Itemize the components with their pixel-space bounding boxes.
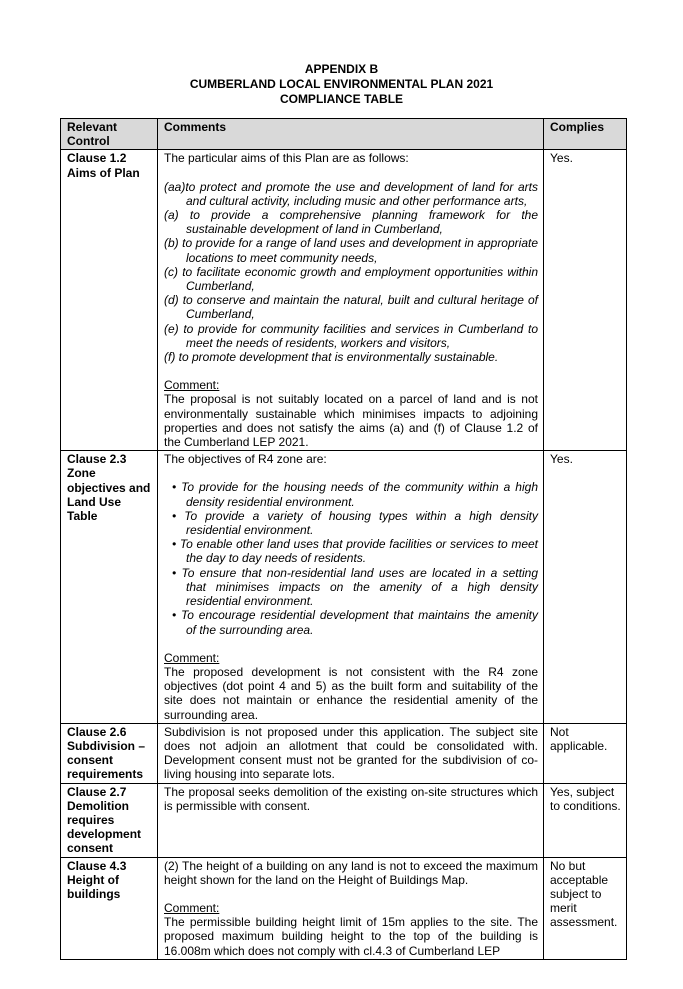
column-header-comments: Comments — [158, 119, 544, 150]
list-item: (f) to promote development that is environmentally sustainable. — [164, 350, 499, 365]
list-item: • To provide for the housing needs of the community within a high density residential environment. — [172, 480, 538, 509]
comments-cell: The proposal seeks demolition of the existing on-site structures which is permissible with consent. — [158, 783, 544, 857]
table-row — [61, 723, 627, 783]
list-item: (aa)to protect and promote the use and development of land for arts and cultural activity, including music and other performance arts, — [164, 179, 538, 208]
table-header-row — [61, 119, 627, 150]
aims-list — [164, 180, 538, 365]
comment-label: Comment: — [164, 900, 220, 915]
comments-intro: The objectives of R4 zone are: — [164, 452, 327, 467]
comment-text: The permissible building height limit of 15m applies to the site. The proposed maximum building height to the top of the building is 16.008m which does not comply with cl.4.3 of Cumberland LEP — [164, 915, 538, 958]
complies-cell: Yes. — [544, 150, 627, 451]
list-item: • To provide a variety of housing types within a high density residential environment. — [172, 508, 538, 538]
table-title: COMPLIANCE TABLE — [279, 92, 404, 106]
comments-cell — [158, 857, 544, 959]
objectives-list — [164, 480, 538, 636]
column-header-control: Relevant Control — [61, 119, 158, 150]
list-item: • To ensure that non-residential land uses are located in a setting that minimises impacts on the amenity of a high density residential environment. — [172, 565, 538, 609]
table-row — [61, 150, 627, 451]
complies-cell: No but acceptable subject to merit assessment. — [544, 857, 627, 959]
document-header — [0, 62, 683, 107]
control-cell: Clause 1.2 Aims of Plan — [61, 150, 158, 451]
control-cell: Clause 2.6 Subdivision – consent requirements — [61, 723, 158, 783]
comments-cell: Subdivision is not proposed under this application. The subject site does not adjoin an allotment that could be consolidated with. Development consent must not be granted for the subdivision of co-living housing into separate lots. — [158, 723, 544, 783]
table-row — [61, 451, 627, 723]
plan-title: CUMBERLAND LOCAL ENVIRONMENTAL PLAN 2021 — [189, 77, 494, 91]
comments-intro: The particular aims of this Plan are as follows: — [164, 151, 409, 166]
table-row — [61, 857, 627, 959]
list-item: • To encourage residential development that maintains the amenity of the surrounding area. — [172, 608, 538, 637]
comments-cell — [158, 150, 544, 451]
list-item: (d) to conserve and maintain the natural, built and cultural heritage of Cumberland, — [164, 293, 538, 322]
compliance-table — [60, 118, 627, 960]
table-row — [61, 783, 627, 857]
comments-cell — [158, 451, 544, 723]
control-cell: Clause 2.7 Demolition requires development consent — [61, 783, 158, 857]
list-item: (e) to provide for community facilities and services in Cumberland to meet the needs of residents, workers and visitors, — [164, 321, 538, 350]
complies-cell: Yes. — [544, 451, 627, 723]
clause-text: (2) The height of a building on any land is not to exceed the maximum height shown for the land on the Height of Buildings Map. — [164, 858, 538, 887]
comment-text: The proposed development is not consistent with the R4 zone objectives (dot point 4 and 5) as the built form and suitability of the site does not maintain or enhance the residential amenity of the surrounding area. — [164, 664, 538, 722]
list-item: • To enable other land uses that provide facilities or services to meet the day to day needs of residents. — [172, 537, 538, 566]
comment-label: Comment: — [164, 650, 220, 665]
list-item: (c) to facilitate economic growth and employment opportunities within Cumberland, — [164, 264, 538, 294]
comment-text: The proposal is not suitably located on a parcel of land and is not environmentally sustainable which minimises impacts to adjoining properties and does not satisfy the aims (a) and (f) of Clause 1.2 of the Cumberland LEP 2021. — [164, 392, 538, 450]
column-header-complies: Complies — [544, 119, 627, 150]
comment-label: Comment: — [164, 378, 220, 393]
complies-cell: Yes, subject to conditions. — [544, 783, 627, 857]
list-item: (b) to provide for a range of land uses and development in appropriate locations to meet community needs, — [164, 236, 538, 265]
control-cell: Clause 2.3 Zone objectives and Land Use Table — [61, 451, 158, 723]
control-cell: Clause 4.3 Height of buildings — [61, 857, 158, 959]
appendix-title: APPENDIX B — [304, 62, 379, 76]
complies-cell: Not applicable. — [544, 723, 627, 783]
list-item: (a) to provide a comprehensive planning framework for the sustainable development of land in Cumberland, — [164, 208, 538, 237]
